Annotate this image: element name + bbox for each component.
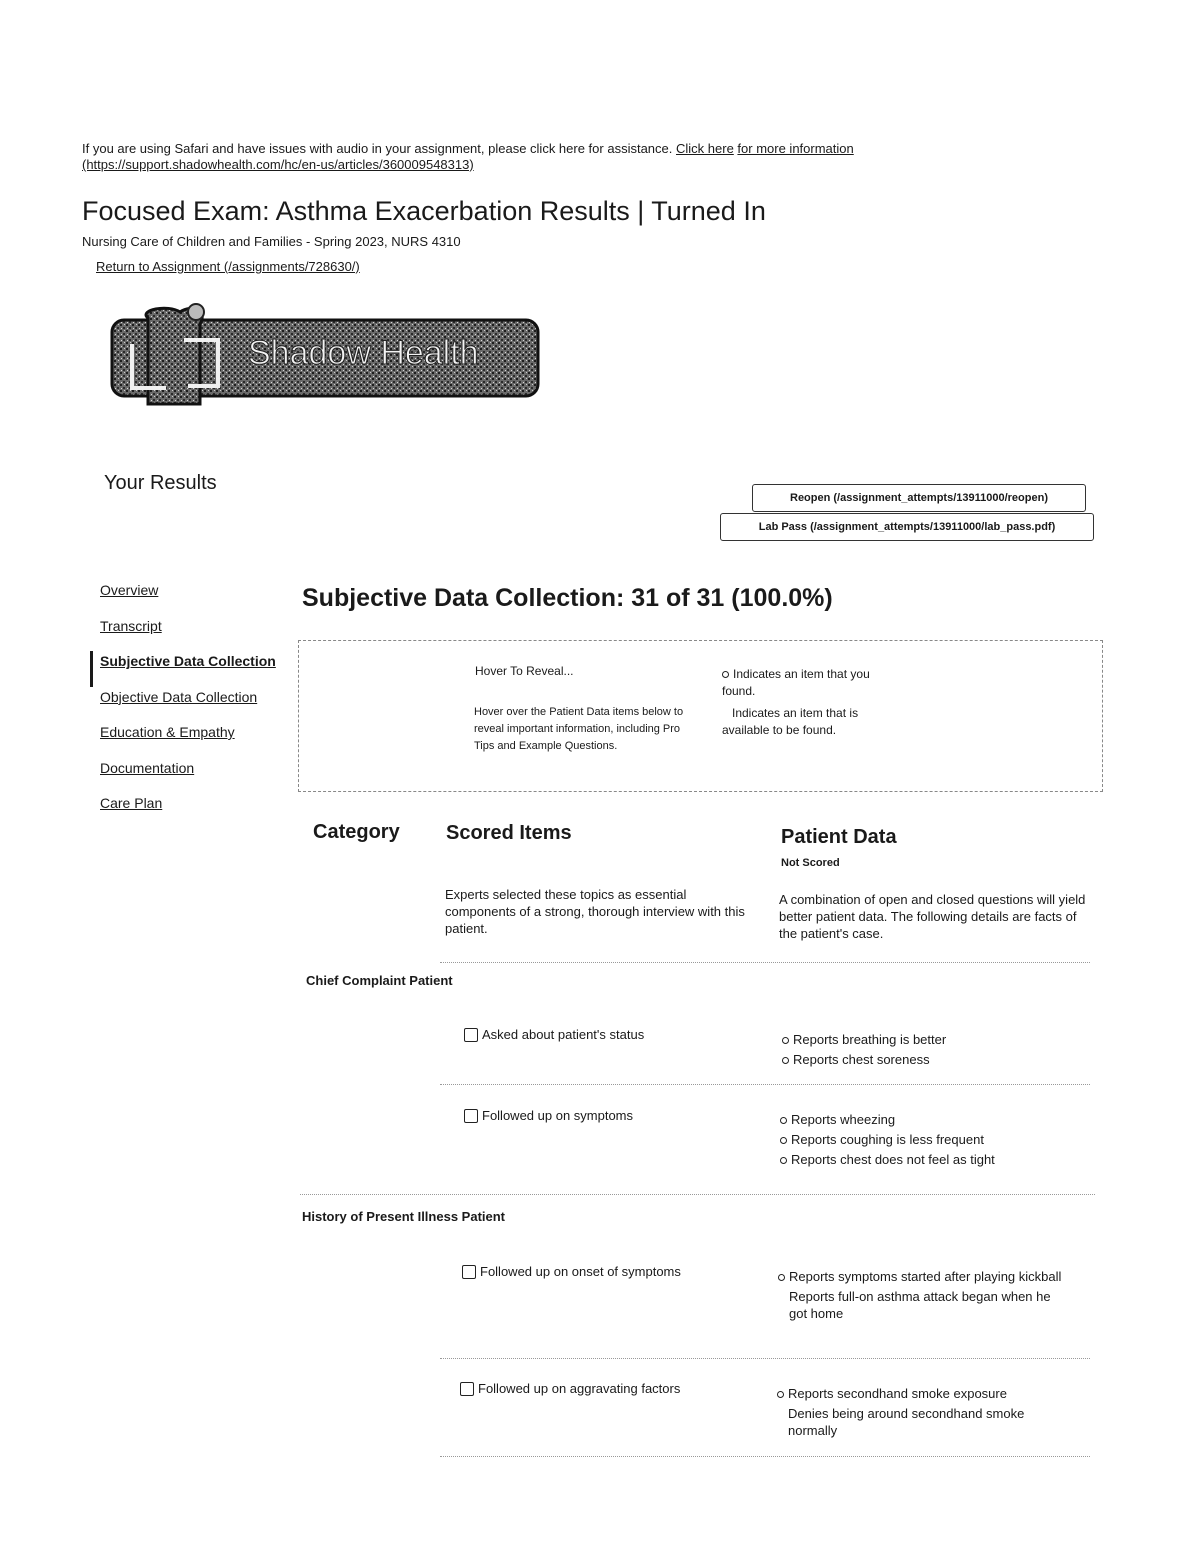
legend-found bbox=[722, 666, 892, 700]
shadow-health-logo bbox=[108, 300, 540, 412]
logo-text: Shadow Health bbox=[248, 334, 479, 372]
scored-item-label: Followed up on symptoms bbox=[482, 1108, 634, 1123]
found-dot-icon bbox=[722, 671, 729, 678]
safari-notice bbox=[82, 141, 962, 173]
sidebar-item-subjective-data-collection[interactable]: Subjective Data Collection bbox=[90, 651, 290, 687]
patient-data-text: Reports full-on asthma attack began when he got home bbox=[789, 1289, 1051, 1321]
category-label: History of Present Illness Patient bbox=[302, 1209, 506, 1224]
sidebar-item-care-plan[interactable]: Care Plan bbox=[100, 795, 163, 811]
patient-data-list bbox=[780, 1111, 1070, 1171]
category-label: Chief Complaint Patient bbox=[306, 973, 453, 988]
category-divider bbox=[300, 1194, 1095, 1195]
sidebar-item-transcript[interactable]: Transcript bbox=[100, 617, 162, 634]
patient-data-text: Reports chest soreness bbox=[793, 1052, 930, 1067]
patient-data-text: Reports chest does not feel as tight bbox=[791, 1152, 995, 1167]
not-scored-label: Not Scored bbox=[781, 857, 840, 869]
found-dot-icon bbox=[782, 1037, 789, 1044]
checkbox-icon bbox=[462, 1265, 476, 1279]
sidebar-item-education-empathy[interactable]: Education & Empathy bbox=[100, 724, 235, 740]
legend-available-text: Indicates an item that is available to be found. bbox=[722, 706, 859, 737]
legend-found-text: Indicates an item that you found. bbox=[722, 667, 870, 698]
legend-hover-title: Hover To Reveal... bbox=[475, 664, 574, 678]
patient-data-text: Denies being around secondhand smoke normally bbox=[788, 1406, 1025, 1438]
patient-data-list bbox=[777, 1385, 1067, 1442]
patient-data-text: Reports breathing is better bbox=[793, 1032, 947, 1047]
patient-data-item[interactable] bbox=[780, 1131, 1070, 1148]
found-dot-icon bbox=[780, 1117, 787, 1124]
found-dot-icon bbox=[777, 1391, 784, 1398]
page-title: Focused Exam: Asthma Exacerbation Results | Turned In bbox=[82, 196, 766, 226]
found-dot-icon bbox=[782, 1057, 789, 1064]
patient-data-item[interactable] bbox=[777, 1385, 1067, 1402]
course-subtitle: Nursing Care of Children and Families - Spring 2023, NURS 4310 bbox=[82, 234, 461, 249]
sidebar-item-objective-data-collection[interactable]: Objective Data Collection bbox=[100, 688, 258, 705]
scored-item bbox=[460, 1381, 680, 1396]
found-dot-icon bbox=[780, 1157, 787, 1164]
sidebar-item-overview[interactable]: Overview bbox=[100, 582, 159, 598]
checkbox-icon bbox=[464, 1028, 478, 1042]
notice-text: If you are using Safari and have issues with audio in your assignment, please click here for assistance. bbox=[82, 141, 673, 156]
row-divider bbox=[440, 1358, 1090, 1359]
scored-item-label: Asked about patient's status bbox=[482, 1027, 645, 1042]
scored-item-label: Followed up on onset of symptoms bbox=[480, 1264, 681, 1279]
scored-items-description: Experts selected these topics as essential components of a strong, thorough interview with this patient. bbox=[445, 887, 745, 936]
found-dot-icon bbox=[778, 1274, 785, 1281]
legend-box bbox=[298, 640, 1103, 792]
patient-data-item[interactable] bbox=[780, 1151, 1070, 1168]
patient-data-item[interactable] bbox=[777, 1405, 1067, 1439]
row-divider bbox=[440, 1084, 1090, 1085]
scored-item bbox=[464, 1108, 633, 1123]
notice-more-info-link[interactable]: for more information bbox=[737, 141, 854, 156]
patient-data-item[interactable] bbox=[780, 1111, 1070, 1128]
patient-data-item[interactable] bbox=[782, 1031, 1072, 1048]
checkbox-icon bbox=[460, 1382, 474, 1396]
checkbox-icon bbox=[464, 1109, 478, 1123]
sidebar-item-documentation[interactable]: Documentation bbox=[100, 759, 195, 776]
scored-item bbox=[464, 1027, 644, 1042]
column-header-category: Category bbox=[313, 821, 400, 843]
patient-data-text: Reports wheezing bbox=[791, 1112, 896, 1127]
legend-hover-text: Hover over the Patient Data items below to reveal important information, including Pro Tips and Example Questions. bbox=[474, 706, 684, 752]
patient-data-list bbox=[782, 1031, 1072, 1071]
patient-data-text: Reports symptoms started after playing kickball bbox=[789, 1269, 1062, 1284]
column-header-patient-data: Patient Data bbox=[781, 826, 897, 848]
patient-data-description: A combination of open and closed questions will yield better patient data. The following details are facts of the patient's case. bbox=[779, 892, 1086, 941]
patient-data-item[interactable] bbox=[782, 1051, 1072, 1068]
row-divider bbox=[440, 962, 1090, 963]
reopen-button[interactable]: Reopen (/assignment_attempts/13911000/reopen) bbox=[752, 484, 1086, 512]
patient-data-list bbox=[778, 1268, 1068, 1325]
notice-url-link[interactable]: (https://support.shadowhealth.com/hc/en-us/articles/360009548313) bbox=[82, 157, 474, 172]
column-header-scored-items: Scored Items bbox=[446, 822, 572, 844]
lab-pass-button[interactable]: Lab Pass (/assignment_attempts/13911000/lab_pass.pdf) bbox=[720, 513, 1094, 541]
scored-item bbox=[462, 1264, 681, 1279]
notice-click-here-link[interactable]: Click here bbox=[676, 141, 734, 156]
patient-data-item[interactable] bbox=[778, 1288, 1068, 1322]
scored-item-label: Followed up on aggravating factors bbox=[478, 1381, 681, 1396]
patient-data-item[interactable] bbox=[778, 1268, 1068, 1285]
your-results-heading: Your Results bbox=[104, 472, 217, 494]
found-dot-icon bbox=[780, 1137, 787, 1144]
row-divider bbox=[440, 1456, 1090, 1457]
section-title: Subjective Data Collection: 31 of 31 (100.0%) bbox=[302, 584, 833, 612]
patient-data-text: Reports secondhand smoke exposure bbox=[788, 1386, 1007, 1401]
legend-available bbox=[722, 705, 892, 739]
results-sidebar bbox=[100, 580, 290, 829]
patient-data-text: Reports coughing is less frequent bbox=[791, 1132, 984, 1147]
return-to-assignment-link[interactable]: Return to Assignment (/assignments/728630/) bbox=[96, 259, 360, 274]
